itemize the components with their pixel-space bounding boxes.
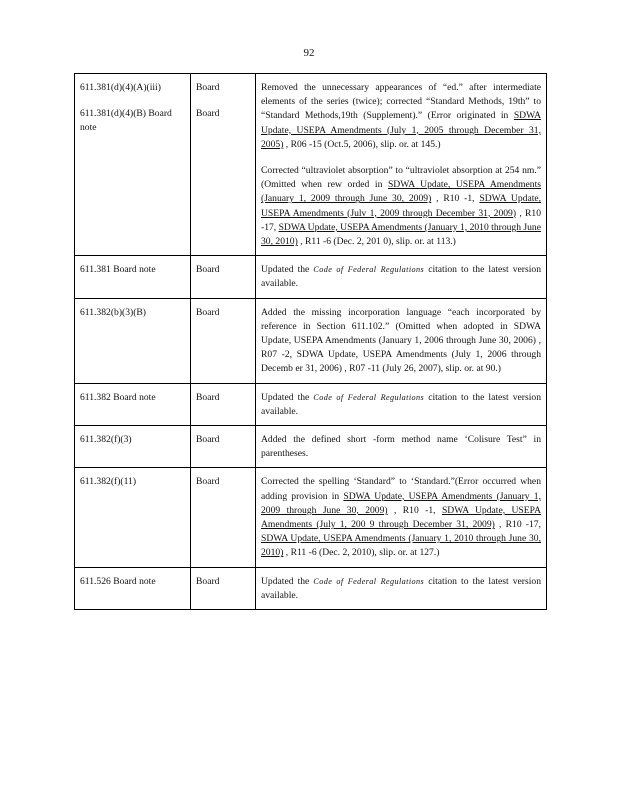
- change-description: [261, 81, 541, 152]
- section-reference: 611.381(d)(4)(B) Board note: [80, 108, 172, 134]
- citation-underlined: SDWA Update, USEPA Amendments (January 1, 2009 through June 30, 2009): [261, 490, 541, 516]
- source-cell: [191, 298, 256, 383]
- source-cell: [191, 256, 256, 298]
- cfr-title: Code of Federal Regulations: [313, 265, 425, 275]
- change-description: [261, 475, 541, 560]
- description-text: Updated the: [261, 391, 314, 403]
- change-description: [261, 306, 541, 377]
- table-row: [75, 468, 547, 567]
- table-row: [75, 426, 547, 468]
- source-cell: [191, 383, 256, 425]
- description-text: Added the missing incorporation language “each incorporated by reference in Section 611.102.” (Omitted when adopted in SDWA Update, USEPA Amendments (January 1, 2006 through June 30, 2006) , R07 -2, SDWA Update, USEPA Amendments (July 1, 2006 through Decemb er 31, 2006) , R07 -11 (July 26, 2007), slip. or. at 90.): [261, 306, 541, 375]
- section-cell: [75, 567, 191, 609]
- citation-underlined: SDWA Update, USEPA Amendments (January 1, 2010 through June 30, 2010): [261, 221, 541, 248]
- section-reference: 611.382(b)(3)(B): [80, 306, 146, 318]
- description-cell: [256, 256, 547, 298]
- description-text: , R10 -17,: [261, 207, 541, 233]
- description-text: , R11 -6 (Dec. 2, 2010), slip. or. at 127.): [283, 547, 440, 559]
- description-cell: [256, 468, 547, 567]
- description-text: citation to the latest version available.: [261, 264, 541, 290]
- source-cell: [191, 567, 256, 609]
- description-text: Corrected the spelling ‘Standard” to ‘Standard.”(Error occurred when adding provision in: [261, 476, 541, 502]
- section-cell: [75, 298, 191, 383]
- description-cell: [256, 567, 547, 609]
- description-text: , R10 -1,: [387, 504, 442, 516]
- change-source: Board: [196, 434, 220, 446]
- table-row: [75, 383, 547, 425]
- description-text: Corrected “ultraviolet absorption” to “ultraviolet absorption at 254 nm.” (Omitted when rew orded in: [261, 165, 541, 191]
- change-source: Board: [196, 476, 220, 488]
- citation-underlined: SDWA Update, USEPA Amendments (Julv 1, 2009 through December 31, 2009): [261, 193, 542, 219]
- description-text: , R10 -1,: [431, 193, 480, 205]
- changes-table-body: [75, 74, 547, 610]
- description-cell: [256, 74, 547, 256]
- change-description: [261, 433, 541, 461]
- description-text: citation to the latest version available.: [261, 575, 541, 601]
- source-cell: [191, 426, 256, 468]
- description-text: , R06 -15 (Oct.5, 2006), slip. or. at 145.): [283, 138, 441, 150]
- changes-table: [74, 73, 547, 610]
- description-text: Added the defined short -form method name ‘Colisure Test” in parentheses.: [261, 434, 541, 460]
- citation-underlined: SDWA Update, USEPA Amendments (July 1, 2005 through December 31, 2005): [261, 110, 541, 150]
- description-text: citation to the latest version available.: [261, 391, 541, 417]
- change-source: Board: [196, 391, 220, 403]
- section-cell: [75, 383, 191, 425]
- section-cell: [75, 256, 191, 298]
- change-description: [261, 575, 541, 603]
- change-source: Board: [196, 264, 220, 276]
- description-text: , R10 -17,: [494, 519, 541, 531]
- section-cell: [75, 468, 191, 567]
- description-text: Updated the: [261, 264, 314, 276]
- citation-underlined: SDWA Update, USEPA Amendments (July 1, 200 9 through December 31, 2009): [261, 504, 542, 531]
- description-cell: [256, 383, 547, 425]
- description-text: , R11 -6 (Dec. 2, 201 0), slip. or. at 113.): [297, 236, 456, 248]
- page-number: 92: [303, 47, 315, 59]
- section-cell: [75, 426, 191, 468]
- source-cell: [191, 74, 256, 256]
- section-reference: 611.381(d)(4)(A)(iii): [80, 82, 161, 93]
- change-description: [261, 391, 541, 419]
- description-cell: [256, 298, 547, 383]
- table-row: [75, 256, 547, 298]
- change-source: Board: [196, 108, 220, 120]
- change-description: [261, 263, 541, 291]
- section-reference: 611.526 Board note: [80, 575, 156, 587]
- description-cell: [256, 426, 547, 468]
- change-source: Board: [196, 306, 220, 318]
- section-reference: 611.382(f)(3): [80, 434, 132, 446]
- cfr-title: Code of Federal Regulations: [313, 392, 425, 402]
- change-source: Board: [196, 82, 220, 93]
- source-cell: [191, 468, 256, 567]
- entry-spacer: [261, 152, 541, 164]
- change-description: [261, 164, 541, 249]
- section-cell: [75, 74, 191, 256]
- section-reference: 611.382(f)(11): [80, 476, 137, 488]
- citation-underlined: SDWA Update, USEPA Amendments (January 1, 2009 through June 30, 2009): [261, 179, 541, 205]
- table-row: [75, 298, 547, 383]
- description-text: Updated the: [261, 575, 314, 587]
- description-text: Removed the unnecessary appearances of “ed.” after intermediate elements of the series (twice); corrected “Standard Methods, 19th” to “Standard Methods,19th (Supplement).” (Error originated in: [261, 82, 541, 122]
- section-reference: 611.381 Board note: [80, 264, 156, 276]
- table-row: [75, 74, 547, 256]
- section-reference: 611.382 Board note: [80, 391, 156, 403]
- table-row: [75, 567, 547, 609]
- change-source: Board: [196, 575, 220, 587]
- entry-spacer: [80, 95, 185, 107]
- entry-spacer: [196, 95, 250, 107]
- citation-underlined: SDWA Update, USEPA Amendments (January 1, 2010 through June 30, 2010): [261, 533, 541, 559]
- cfr-title: Code of Federal Regulations: [313, 576, 425, 586]
